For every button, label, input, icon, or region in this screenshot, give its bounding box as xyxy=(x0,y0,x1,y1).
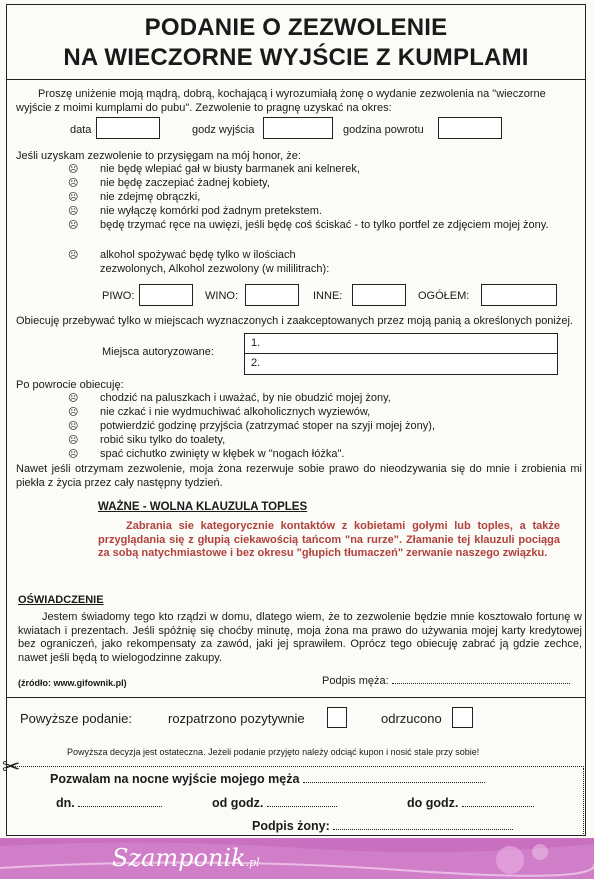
total-label: OGÓŁEM: xyxy=(418,290,470,302)
coupon-from-row: od godz. xyxy=(212,797,337,811)
pledge-item: ☹ nie zdejmę obrączki, xyxy=(68,191,201,203)
frowning-face-icon: ☹ xyxy=(68,250,79,261)
frowning-face-icon: ☹ xyxy=(68,407,79,418)
brand-logo: Szamponik.pl xyxy=(112,844,260,872)
pledge-item: ☹ nie wyłączę komórki pod żadnym pretekstem. xyxy=(68,205,322,217)
coupon-husband-field[interactable] xyxy=(303,782,485,783)
frowning-face-icon: ☹ xyxy=(68,421,79,432)
final-note: Powyższa decyzja jest ostateczna. Jeżeli podanie przyjęto należy odciąć kupon i nosić stale przy sobie! xyxy=(67,747,480,757)
places-label: Miejsca autoryzowane: xyxy=(102,346,214,358)
title-line-1: PODANIE O ZEZWOLENIE xyxy=(144,14,448,41)
husband-signature-line: Podpis męża: xyxy=(322,675,570,689)
frowning-face-icon: ☹ xyxy=(68,206,79,217)
clause-title: WAŻNE - WOLNA KLAUZULA TOPLES xyxy=(98,501,308,513)
return-item: ☹ chodzić na paluszkach i uważać, by nie obudzić mojej żony, xyxy=(68,392,391,404)
coupon-line-1: Pozwalam na nocne wyjście mojego męża xyxy=(50,773,485,787)
place-field-1[interactable]: 1. xyxy=(244,333,558,355)
rights-paragraph: Nawet jeśli otrzymam zezwolenie, moja żona rezerwuje sobie prawo do nieodzywania się do mnie i zrobienia mi piekła z życia przez cały następny tydzień. xyxy=(16,463,582,489)
clause-body: Zabrania sie kategorycznie kontaktów z kobietami gołymi lub toples, a także przyglądania się z głupią ciekawością tańcom "na rurze". Złamanie tej klauzuli pociąga za sobą natychmiastowe i bez okresu "głupich tłumaczeń" zerwanie naszego związku. xyxy=(98,520,560,559)
decision-label: Powyższe podanie: xyxy=(20,711,133,726)
coupon-to-row: do godz. xyxy=(407,797,534,811)
date-label: data xyxy=(70,124,92,136)
beer-label: PIWO: xyxy=(102,290,135,302)
start-time-label: godz wyjścia xyxy=(192,124,255,136)
other-field[interactable] xyxy=(352,284,406,306)
pledge-item: ☹ alkohol spożywać będę tylko w ilościach zezwolonych, Alkohol zezwolony (w mililitrach): xyxy=(68,249,330,275)
beer-field[interactable] xyxy=(139,284,193,306)
cut-line xyxy=(6,766,584,767)
declaration-title: OŚWIADCZENIE xyxy=(18,594,104,606)
brand-footer xyxy=(0,838,594,879)
wife-signature-field[interactable] xyxy=(333,829,513,830)
rejected-label: odrzucono xyxy=(381,711,442,726)
place-field-2[interactable]: 2. xyxy=(244,353,558,375)
approved-label: rozpatrzono pozytywnie xyxy=(168,711,305,726)
footer-decoration xyxy=(0,838,594,879)
frowning-face-icon: ☹ xyxy=(68,178,79,189)
wine-label: WINO: xyxy=(205,290,238,302)
wine-field[interactable] xyxy=(245,284,299,306)
frowning-face-icon: ☹ xyxy=(68,192,79,203)
rejected-checkbox[interactable] xyxy=(452,707,473,728)
approved-checkbox[interactable] xyxy=(327,707,347,728)
date-field[interactable] xyxy=(96,117,160,139)
husband-signature-field[interactable] xyxy=(392,683,570,684)
pledge-intro: Jeśli uzyskam zezwolenie to przysięgam na mój honor, że: xyxy=(16,150,301,162)
pledge-item: ☹ będę trzymać ręce na uwięzi, jeśli będę coś ściskać - to tylko portfel ze zdjęciem mojej żony. xyxy=(68,219,549,231)
divider xyxy=(6,697,586,698)
return-time-label: godzina powrotu xyxy=(343,124,424,136)
frowning-face-icon: ☹ xyxy=(68,449,79,460)
return-item: ☹ nie czkać i nie wydmuchiwać alkoholicznych wyziewów, xyxy=(68,406,371,418)
return-item: ☹ spać cichutko zwinięty w kłębek w "nogach łóżka". xyxy=(68,448,345,460)
return-time-field[interactable] xyxy=(438,117,502,139)
title-box xyxy=(7,5,585,80)
frowning-face-icon: ☹ xyxy=(68,220,79,231)
total-field[interactable] xyxy=(481,284,557,306)
scissors-icon: ✂ xyxy=(2,754,21,779)
coupon-signature-row: Podpis żony: xyxy=(252,820,513,834)
frowning-face-icon: ☹ xyxy=(68,393,79,404)
coupon-to-field[interactable] xyxy=(462,806,534,807)
title-line-2: NA WIECZORNE WYJŚCIE Z KUMPLAMI xyxy=(63,44,529,71)
return-item: ☹ robić siku tylko do toalety, xyxy=(68,434,226,446)
frowning-face-icon: ☹ xyxy=(68,164,79,175)
coupon-date-row: dn. xyxy=(56,797,162,811)
places-paragraph: Obiecuję przebywać tylko w miejscach wyznaczonych i zaakceptowanych przez moją panią a określonych poniżej. xyxy=(16,315,573,327)
pledge-item: ☹ nie będę zaczepiać żadnej kobiety, xyxy=(68,177,270,189)
coupon-from-field[interactable] xyxy=(267,806,337,807)
pledge-item: ☹ nie będę wlepiać gał w biusty barmanek ani kelnerek, xyxy=(68,163,360,175)
intro-paragraph: Proszę uniżenie moją mądrą, dobrą, kochającą i wyrozumiałą żonę o wydanie zezwolenia na "wieczorne wyjście z moimi kumplami do pubu". Zezwolenie to pragnę uzyskać na okres: xyxy=(16,88,546,114)
return-item: ☹ potwierdzić godzinę przyjścia (zatrzymać stoper na szyji mojej żony), xyxy=(68,420,436,432)
declaration-body: Jestem świadomy tego kto rządzi w domu, dlatego wiem, że to zezwolenie będzie mnie kosztowało fortunę w kwiatach i prezentach. Jeśli spóźnię się choćby minutę, moja żona ma prawo do używania mojej karty kredytowej bez ograniczeń, jako rekompensaty za zawód, jaki jej sprawiłem. Oprócz tego obiecuję zabrać ją gdzie zechce, nawet jeśli będą to wielogodzinne zakupy. xyxy=(18,611,582,664)
start-time-field[interactable] xyxy=(263,117,333,139)
cut-line-right xyxy=(583,768,585,834)
coupon-date-field[interactable] xyxy=(78,806,162,807)
frowning-face-icon: ☹ xyxy=(68,435,79,446)
return-intro: Po powrocie obiecuję: xyxy=(16,379,124,391)
source-note: (źródło: www.gifownik.pl) xyxy=(18,678,127,688)
other-label: INNE: xyxy=(313,290,343,302)
